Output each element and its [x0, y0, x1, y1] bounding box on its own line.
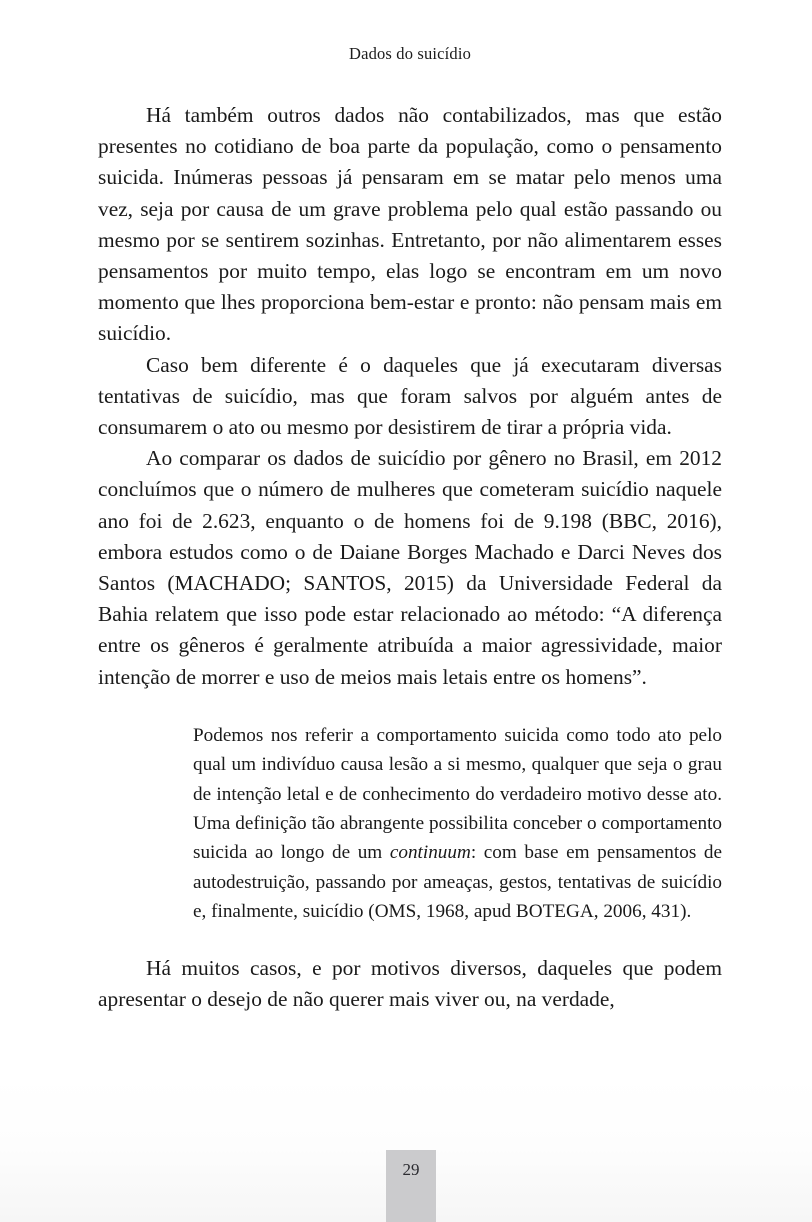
- folio-block: [386, 1150, 436, 1222]
- quote-italic-term: continuum: [389, 842, 471, 864]
- quote-text-before-italic: Podemos nos referir a comportamento suicida como todo ato pelo qual um indivíduo causa lesão a si mesmo, qualquer que seja o grau de intenção letal e de conhecimento do verdadeiro motivo desse ato. Uma definição tão abrangente possibilita conceber o comportamento suicida ao longo de um: [193, 724, 722, 864]
- paragraph-4: Há muitos casos, e por motivos diversos, daqueles que podem apresentar o desejo de não querer mais viver ou, na verdade,: [98, 955, 722, 1011]
- paragraph-2: Caso bem diferente é o daqueles que já executaram diversas tentativas de suicídio, mas que foram salvos por alguém antes de consumarem o ato ou mesmo por desistirem de tirar a própria vida.: [98, 352, 722, 440]
- page-text-column: [98, 0, 722, 1222]
- paragraph-1: Há também outros dados não contabilizados, mas que estão presentes no cotidiano de boa parte da população, como o pensamento suicida. Inúmeras pessoas já pensaram em se matar pelo menos uma vez, seja por causa de um grave problema pelo qual estão passando ou mesmo por se sentirem sozinhas. Entretanto, por não alimentarem esses pensamentos por muito tempo, elas logo se encontram em um novo momento que lhes proporciona bem-estar e pronto: não pensam mais em suicídio.: [98, 103, 722, 346]
- block-quotation: [193, 721, 722, 927]
- running-head: Dados do suicídio: [349, 44, 471, 63]
- body-text-block: [98, 100, 722, 1015]
- paragraph-3: Ao comparar os dados de suicídio por gênero no Brasil, em 2012 concluímos que o número de mulheres que cometeram suicídio naquele ano foi de 2.623, enquanto o de homens foi de 9.198 (BBC, 2016), embora estudos como o de Daiane Borges Machado e Darci Neves dos Santos (MACHADO; SANTOS, 2015) da Universidade Federal da Bahia relatem que isso pode estar relacionado ao método: “A diferença entre os gêneros é geralmente atribuída a maior agressividade, maior intenção de morrer e uso de meios mais letais entre os homens”.: [98, 446, 722, 689]
- quote-text-after-italic: : com base em pensamentos de autodestruição, passando por ameaças, gestos, tentativas de suicídio e, finalmente, suicídio (OMS, 1968, apud BOTEGA, 2006, 431).: [193, 842, 722, 923]
- page-number: 29: [402, 1160, 420, 1179]
